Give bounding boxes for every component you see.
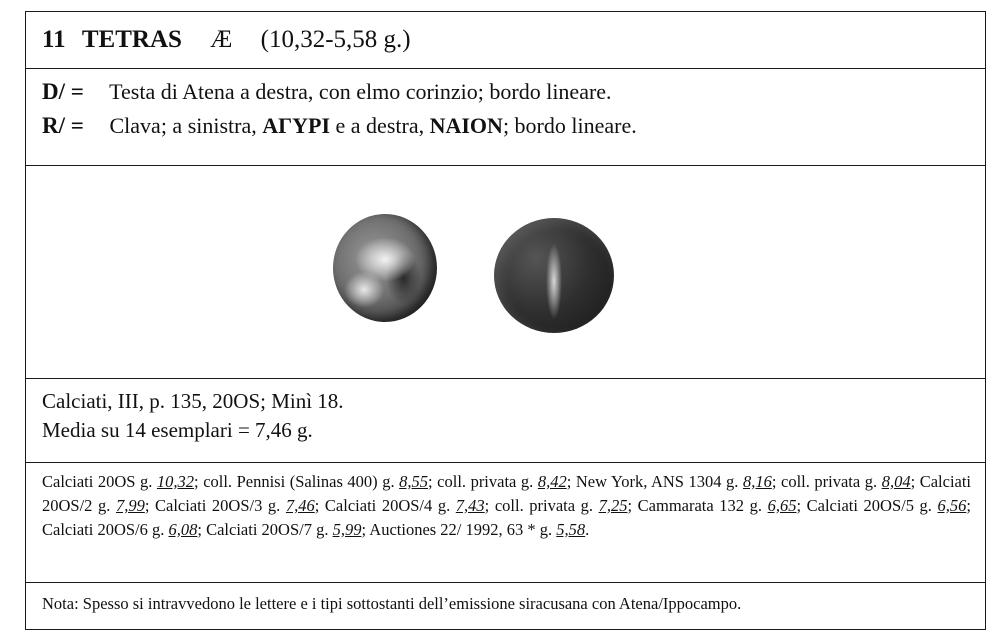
obverse-text: Testa di Atena a destra, con elmo corinzio; bordo lineare. bbox=[109, 79, 612, 104]
specimen-separator: . bbox=[585, 520, 590, 539]
specimen-weight: 7,43 bbox=[455, 496, 485, 515]
specimen-entry bbox=[638, 496, 807, 515]
specimen-separator: ; bbox=[566, 472, 576, 491]
specimen-separator: ; bbox=[361, 520, 370, 539]
specimen-source: coll. privata g. bbox=[437, 472, 538, 491]
reverse-legend-right: NAION bbox=[429, 113, 503, 138]
coin-title bbox=[42, 26, 411, 54]
specimen-entry bbox=[781, 472, 920, 491]
reverse-description bbox=[42, 113, 637, 139]
specimen-source: New York, ANS 1304 g. bbox=[575, 472, 743, 491]
reverse-text-3: ; bordo lineare. bbox=[502, 113, 637, 138]
specimen-source: Cammarata 132 g. bbox=[637, 496, 768, 515]
specimen-separator: ; bbox=[194, 472, 204, 491]
specimen-entry bbox=[155, 496, 325, 515]
specimen-entry bbox=[42, 472, 203, 491]
specimen-weight: 7,99 bbox=[115, 496, 145, 515]
specimen-entry bbox=[206, 520, 369, 539]
specimen-entry bbox=[807, 496, 971, 515]
coin-reverse-image bbox=[494, 218, 614, 333]
specimen-weight: 6,56 bbox=[937, 496, 967, 515]
specimen-weight: 7,25 bbox=[598, 496, 628, 515]
specimen-entry bbox=[325, 496, 495, 515]
specimen-separator: ; bbox=[627, 496, 638, 515]
header-row bbox=[26, 12, 985, 69]
denomination: TETRAS bbox=[81, 26, 182, 53]
specimen-entry bbox=[42, 520, 206, 539]
specimen-source: Calciati 20OS/2 g. bbox=[42, 472, 972, 515]
specimen-source: Calciati 20OS/5 g. bbox=[806, 496, 938, 515]
specimen-separator: ; bbox=[796, 496, 807, 515]
specimen-weight: 5,99 bbox=[332, 520, 362, 539]
specimen-source: coll. privata g. bbox=[781, 472, 882, 491]
reverse-text-2: e a destra, bbox=[335, 113, 425, 138]
obverse-description bbox=[42, 79, 612, 105]
specimen-weight: 5,58 bbox=[556, 520, 586, 539]
specimen-weight: 8,16 bbox=[742, 472, 772, 491]
note-text: Nota: Spesso si intravvedono le lettere e i tipi sottostanti dell’emissione siracusana con Atena/Ippocampo. bbox=[42, 594, 742, 613]
catalog-number: 11 bbox=[42, 26, 66, 53]
specimen-weight: 10,32 bbox=[156, 472, 195, 491]
specimen-entry bbox=[203, 472, 437, 491]
specimen-separator: ; bbox=[144, 496, 156, 515]
obverse-label: D/ = bbox=[42, 79, 84, 104]
note-row bbox=[26, 583, 985, 629]
specimen-separator: ; bbox=[910, 472, 920, 491]
specimen-weight: 8,04 bbox=[881, 472, 911, 491]
specimen-source: Auctiones 22/ 1992, 63 * g. bbox=[369, 520, 557, 539]
average-weight: Media su 14 esemplari = 7,46 g. bbox=[42, 418, 313, 442]
bibliography-reference: Calciati, III, p. 135, 20OS; Minì 18. bbox=[42, 389, 344, 413]
specimen-separator: ; bbox=[197, 520, 207, 539]
reverse-label: R/ = bbox=[42, 113, 84, 138]
description-row bbox=[26, 69, 985, 166]
specimen-entry bbox=[495, 496, 638, 515]
specimen-entry bbox=[369, 520, 589, 539]
reverse-legend-left: ΑΓΥΡΙ bbox=[262, 113, 331, 138]
specimen-weight: 8,42 bbox=[537, 472, 567, 491]
specimen-source: Calciati 20OS/7 g. bbox=[206, 520, 333, 539]
specimen-list bbox=[42, 470, 971, 542]
specimen-separator: ; bbox=[314, 496, 325, 515]
specimens-row bbox=[26, 463, 985, 583]
coin-obverse-image bbox=[333, 214, 437, 322]
specimen-entry bbox=[437, 472, 576, 491]
coin-images-row bbox=[26, 166, 985, 379]
specimen-separator: ; bbox=[428, 472, 438, 491]
specimen-entry bbox=[576, 472, 781, 491]
specimen-separator: ; bbox=[484, 496, 495, 515]
specimen-source: coll. Pennisi (Salinas 400) g. bbox=[203, 472, 400, 491]
weight-range: (10,32-5,58 g.) bbox=[260, 26, 411, 53]
specimen-source: Calciati 20OS/6 g. bbox=[42, 520, 169, 539]
coin-catalog-card bbox=[25, 11, 986, 630]
specimen-weight: 8,55 bbox=[399, 472, 429, 491]
reverse-text-1: Clava; a sinistra, bbox=[109, 113, 257, 138]
specimen-weight: 7,46 bbox=[285, 496, 315, 515]
specimen-source: Calciati 20OS/3 g. bbox=[155, 496, 286, 515]
specimen-weight: 6,08 bbox=[168, 520, 198, 539]
specimen-separator: ; bbox=[771, 472, 781, 491]
specimen-weight: 6,65 bbox=[767, 496, 797, 515]
specimen-source: Calciati 20OS g. bbox=[42, 472, 157, 491]
specimen-source: Calciati 20OS/4 g. bbox=[324, 496, 456, 515]
specimen-separator: ; bbox=[966, 496, 971, 515]
references-row bbox=[26, 379, 985, 463]
specimen-source: coll. privata g. bbox=[494, 496, 599, 515]
metal-symbol: Æ bbox=[210, 26, 233, 53]
